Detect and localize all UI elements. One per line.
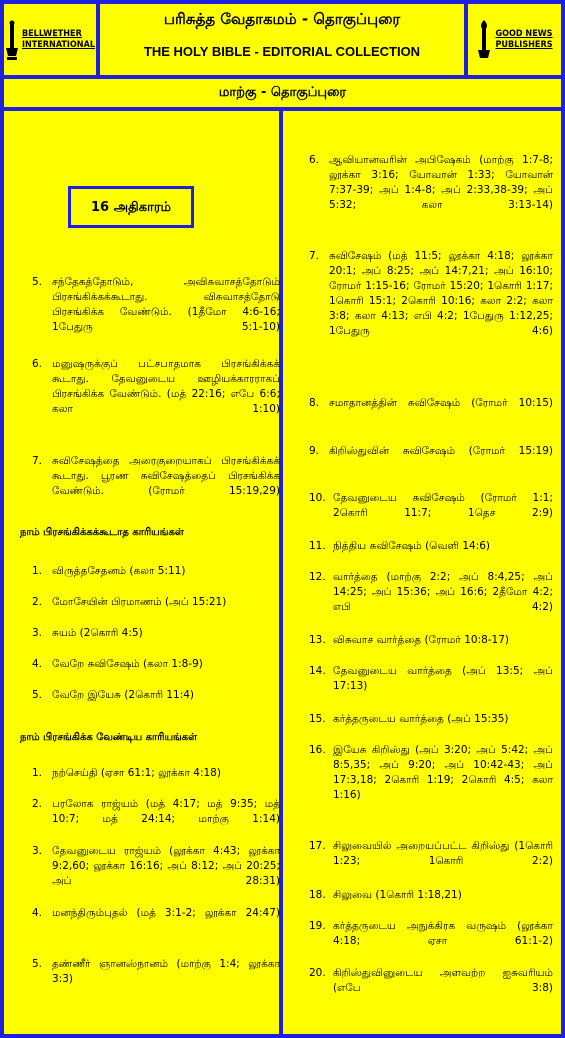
- list-item: [32, 766, 221, 781]
- logo-line: INTERNATIONAL: [21, 39, 96, 50]
- list-item: [309, 570, 553, 615]
- subtitle-bar: [4, 79, 561, 107]
- bellwether-logo: [4, 4, 96, 75]
- item-number: 11.: [309, 540, 326, 552]
- item-text: சுவிசேஷம் (மத் 11:5; லூக்கா 4:18; லூக்கா 20:1; அப் 8:25; அப் 14:7,21; அப் 16:10; ரோமர் 1:15-16; ரோமர் 15:20; 1கொரி 1:17; 1கொரி 15:1; 2கொரி 10:16; கலா 2:2; கலா 3:8; கலா 4:13; எபி 4:2; 1பேதுரு 1:12,25; 1பேதுரு 4:6): [329, 250, 553, 337]
- subtitle: மாற்கு - தொகுப்புரை: [218, 85, 347, 100]
- left-column: [4, 111, 279, 1034]
- list-item: [32, 626, 143, 641]
- item-text: கர்த்தருடைய வார்த்தை (அப் 15:35): [333, 713, 509, 725]
- item-number: 19.: [309, 920, 326, 932]
- header-title-box: [100, 4, 464, 75]
- item-number: 17.: [309, 840, 326, 852]
- list-item: [32, 454, 280, 499]
- item-text: நித்திய சுவிசேஷம் (வெளி 14:6): [333, 540, 491, 552]
- item-text: தேவனுடைய ராஜ்யம் (லூக்கா 4:43; லூக்கா 9:2,60; லூக்கா 16:16; அப் 8:12; அப் 20:25; அப் 28:31): [52, 845, 280, 887]
- item-number: 1.: [32, 565, 43, 577]
- item-text: மனந்திரும்புதல் (மத் 3:1-2; லூக்கா 24:47): [52, 907, 280, 919]
- list-item: [309, 839, 553, 869]
- list-item: [32, 657, 203, 672]
- item-number: 6.: [32, 358, 43, 370]
- logo-line: BELLWETHER: [21, 28, 82, 39]
- item-text: கிறிஸ்துவின் சுவிசேஷம் (ரோமர் 15:19): [329, 445, 553, 457]
- item-text: விசுவாச வார்த்தை (ரோமர் 10:8-17): [333, 634, 510, 646]
- item-text: வார்த்தை (மாற்கு 2:2; அப் 8:4,25; அப் 14:25; அப் 15:36; அப் 16:6; 2தீமோ 4:2; எபி 4:2): [333, 571, 553, 613]
- item-text: தேவனுடைய சுவிசேஷம் (ரோமர் 1:1; 2கொரி 11:7; 1தெச 2:9): [333, 492, 553, 519]
- item-number: 5.: [32, 276, 43, 288]
- item-number: 20.: [309, 967, 326, 979]
- item-number: 3.: [32, 845, 43, 857]
- item-text: சுயம் (2கொரி 4:5): [52, 627, 143, 639]
- item-number: 10.: [309, 492, 326, 504]
- list-item: [309, 664, 553, 694]
- right-column: [283, 111, 561, 1034]
- item-text: சுவிசேஷத்தை அரைகுறையாகப் பிரசங்கிக்கக் கூடாது. பூரண சுவிசேஷத்தைப் பிரசங்கிக்க வேண்டும். (ரோமர் 15:19,29): [52, 455, 280, 497]
- item-text: மோசேயின் பிரமாணம் (அப் 15:21): [52, 596, 227, 608]
- item-number: 5.: [32, 689, 43, 701]
- item-number: 8.: [309, 397, 320, 409]
- list-item: [32, 595, 226, 610]
- page-title-tamil: பரிசுத்த வேதாகமம் - தொகுப்புரை: [163, 10, 401, 28]
- list-item: [32, 357, 280, 417]
- item-text: இயேசு கிறிஸ்து (அப் 3:20; அப் 5:42; அப் 8:5,35; அப் 9:20; அப் 10:42-43; அப் 17:3,18; 2கொரி 1:19; 2கொரி 4:5; கலா 1:16): [333, 744, 553, 801]
- list-item: [309, 539, 490, 554]
- item-number: 7.: [32, 455, 43, 467]
- item-number: 4.: [32, 907, 43, 919]
- list-item: [309, 712, 509, 727]
- item-text: சந்தேகத்தோடும், அவிசுவாசத்தோடும் பிரசங்கிக்கக்கூடாது. விசுவாசத்தோடு பிரசங்கிக்க வேண்டும். (1தீமோ 4:6-16; 1பேதுரு 5:1-10): [52, 276, 280, 333]
- list-item: [32, 844, 280, 889]
- item-number: 9.: [309, 445, 320, 457]
- list-item: [309, 396, 553, 411]
- list-item: [32, 275, 280, 335]
- lamp-icon: [5, 20, 19, 60]
- item-text: கர்த்தருடைய அநுக்கிரக வருஷம் (லூக்கா 4:18; ஏசா 61:1-2): [333, 920, 553, 947]
- item-number: 18.: [309, 889, 326, 901]
- item-text: பரலோக ராஜ்யம் (மத் 4:17; மத் 9:35; மத் 10:7; மத் 24:14; மாற்கு 1:14): [52, 798, 280, 825]
- item-text: தண்ணீர் ஞானஸ்நானம் (மாற்கு 1:4; லூக்கா 3:3): [52, 958, 280, 985]
- item-text: வேறே இயேசு (2கொரி 11:4): [52, 689, 195, 701]
- item-number: 12.: [309, 571, 326, 583]
- item-number: 16.: [309, 744, 326, 756]
- list-item: [32, 957, 280, 987]
- item-text: வேறே சுவிசேஷம் (கலா 1:8-9): [52, 658, 203, 670]
- item-text: ஆவியானவரின் அபிஷேகம் (மாற்கு 1:7-8; லூக்கா 3:16; யோவான் 1:33; யோவான் 7:37-39; அப் 1:4-8; அப் 2:33,38-39; அப் 5:32; கலா 3:13-14): [329, 154, 553, 211]
- list-item: [309, 966, 553, 996]
- item-number: 2.: [32, 596, 43, 608]
- item-text: சமாதானத்தின் சுவிசேஷம் (ரோமர் 10:15): [329, 397, 553, 409]
- item-number: 15.: [309, 713, 326, 725]
- list-item: [309, 491, 553, 521]
- list-item: [309, 249, 553, 339]
- logo-line: PUBLISHERS: [495, 39, 553, 50]
- list-item: [309, 743, 553, 803]
- page-title-english: THE HOLY BIBLE - EDITORIAL COLLECTION: [143, 44, 421, 59]
- list-item: [309, 153, 553, 213]
- item-number: 14.: [309, 665, 326, 677]
- list-item: [32, 688, 194, 703]
- item-number: 4.: [32, 658, 43, 670]
- list-item: [32, 906, 280, 921]
- chapter-box: [68, 186, 194, 228]
- item-number: 2.: [32, 798, 43, 810]
- item-number: 1.: [32, 767, 43, 779]
- chapter-label: 16 அதிகாரம்: [91, 199, 171, 215]
- list-item: [309, 633, 509, 648]
- item-text: விருத்தசேதனம் (கலா 5:11): [52, 565, 186, 577]
- item-number: 7.: [309, 250, 320, 262]
- list-item: [309, 888, 462, 903]
- logo-line: GOOD NEWS: [495, 28, 553, 39]
- item-number: 13.: [309, 634, 326, 646]
- item-number: 3.: [32, 627, 43, 639]
- torch-icon: [476, 20, 492, 60]
- item-number: 6.: [309, 154, 320, 166]
- section-heading: நாம் பிரசங்கிக்கக்கூடாத காரியங்கள்: [20, 527, 184, 538]
- item-text: நற்செய்தி (ஏசா 61:1; லூக்கா 4:18): [52, 767, 221, 779]
- item-text: தேவனுடைய வார்த்தை (அப் 13:5; அப் 17:13): [333, 665, 553, 692]
- item-text: சிலுவை (1கொரி 1:18,21): [333, 889, 462, 901]
- item-number: 5.: [32, 958, 43, 970]
- item-text: மனுஷருக்குப் பட்சபாதமாக பிரசங்கிக்கக் கூடாது. தேவனுடைய ஊழியக்காரராகப் பிரசங்கிக்க வேண்டும். (மத் 22:16; எபே 6:6; கலா 1:10): [52, 358, 280, 415]
- item-text: கிறிஸ்துவினுடைய அளவற்ற ஐசுவரியம் (எபே 3:8): [333, 967, 553, 994]
- item-text: சிலுவையில் அறையப்பட்ட கிறிஸ்து (1கொரி 1:23; 1கொரி 2:2): [333, 840, 553, 867]
- list-item: [309, 444, 553, 459]
- section-heading: நாம் பிரசங்கிக்க வேண்டிய காரியங்கள்: [20, 732, 198, 743]
- list-item: [32, 564, 185, 579]
- list-item: [32, 797, 280, 827]
- good-news-logo: [468, 4, 561, 75]
- list-item: [309, 919, 553, 949]
